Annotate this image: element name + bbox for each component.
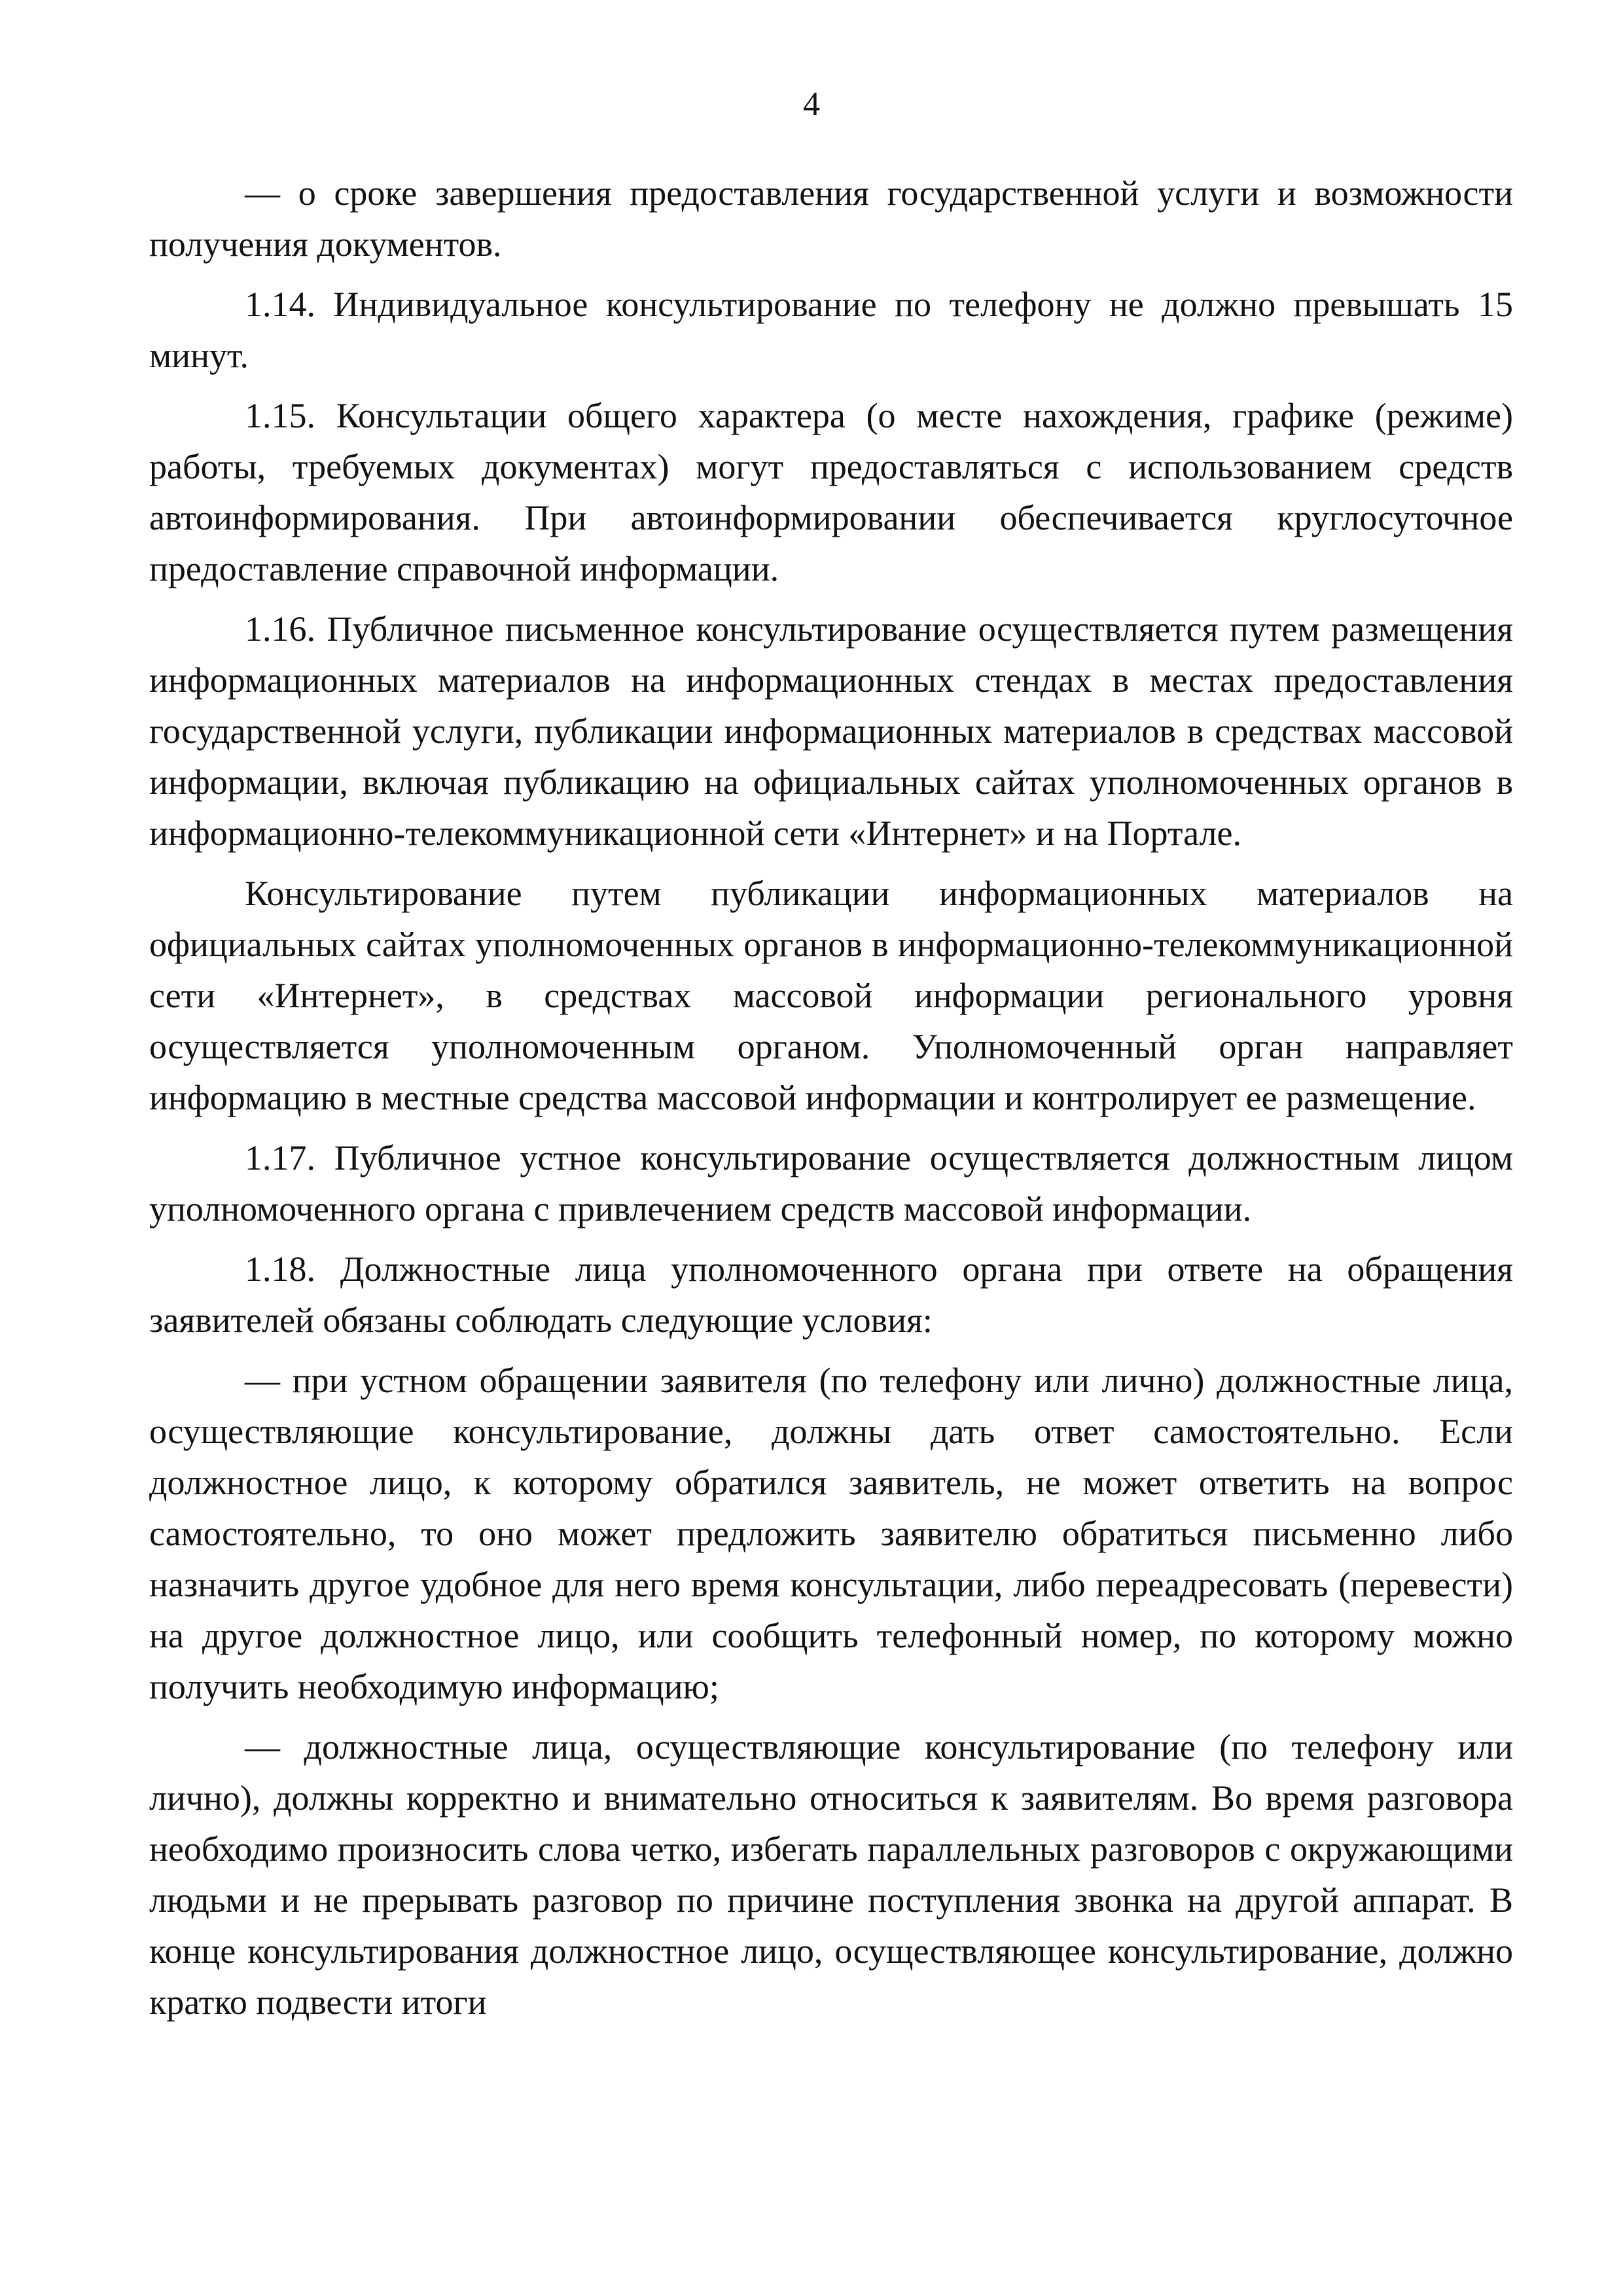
paragraph-1-16: 1.16. Публичное письменное консультирование осуществляется путем размещения информационных материалов на информационных стендах в местах предоставления государственной услуги, публикации информационных материалов в средствах массовой информации, включая публикацию на официальных сайтах уполномоченных органов в информационно-телекоммуникационной сети «Интернет» и на Портале. xyxy=(149,609,1513,853)
paragraph-list-item-deadline: — о сроке завершения предоставления государственной услуги и возможности получения документов. xyxy=(149,173,1513,264)
page-number: 4 xyxy=(803,86,820,123)
paragraph-consulting-publication: Консультирование путем публикации информационных материалов на официальных сайтах уполномоченных органов в информационно-телекоммуникационной сети «Интернет», в средствах массовой информации регионального уровня осуществляется уполномоченным органом. Уполномоченный орган направляет информацию в местные средства массовой информации и контролирует ее размещение. xyxy=(149,874,1513,1117)
paragraph-1-18: 1.18. Должностные лица уполномоченного органа при ответе на обращения заявителей обязаны соблюдать следующие условия: xyxy=(149,1249,1513,1340)
paragraph-list-item-conduct: — должностные лица, осуществляющие консультирование (по телефону или лично), должны корректно и внимательно относиться к заявителям. Во время разговора необходимо произносить слова четко, избегать параллельных разговоров с окружающими людьми и не прерывать разговор по причине поступления звонка на другой аппарат. В конце консультирования должностное лицо, осуществляющее консультирование, должно кратко подвести итоги xyxy=(149,1727,1513,2022)
paragraph-1-15: 1.15. Консультации общего характера (о месте нахождения, графике (режиме) работы, требуемых документах) могут предоставляться с использованием средств автоинформирования. При автоинформировании обеспечивается круглосуточное предоставление справочной информации. xyxy=(149,396,1513,588)
paragraph-list-item-oral-request: — при устном обращении заявителя (по телефону или лично) должностные лица, осуществляющие консультирование, должны дать ответ самостоятельно. Если должностное лицо, к которому обратился заявитель, не может ответить на вопрос самостоятельно, то оно может предложить заявителю обратиться письменно либо назначить другое удобное для него время консультации, либо переадресовать (перевести) на другое должностное лицо, или сообщить телефонный номер, по которому можно получить необходимую информацию; xyxy=(149,1361,1513,1706)
document-body xyxy=(149,168,1513,2028)
paragraph-1-17: 1.17. Публичное устное консультирование осуществляется должностным лицом уполномоченного органа с привлечением средств массовой информации. xyxy=(149,1138,1513,1229)
paragraph-1-14: 1.14. Индивидуальное консультирование по телефону не должно превышать 15 минут. xyxy=(149,285,1513,375)
